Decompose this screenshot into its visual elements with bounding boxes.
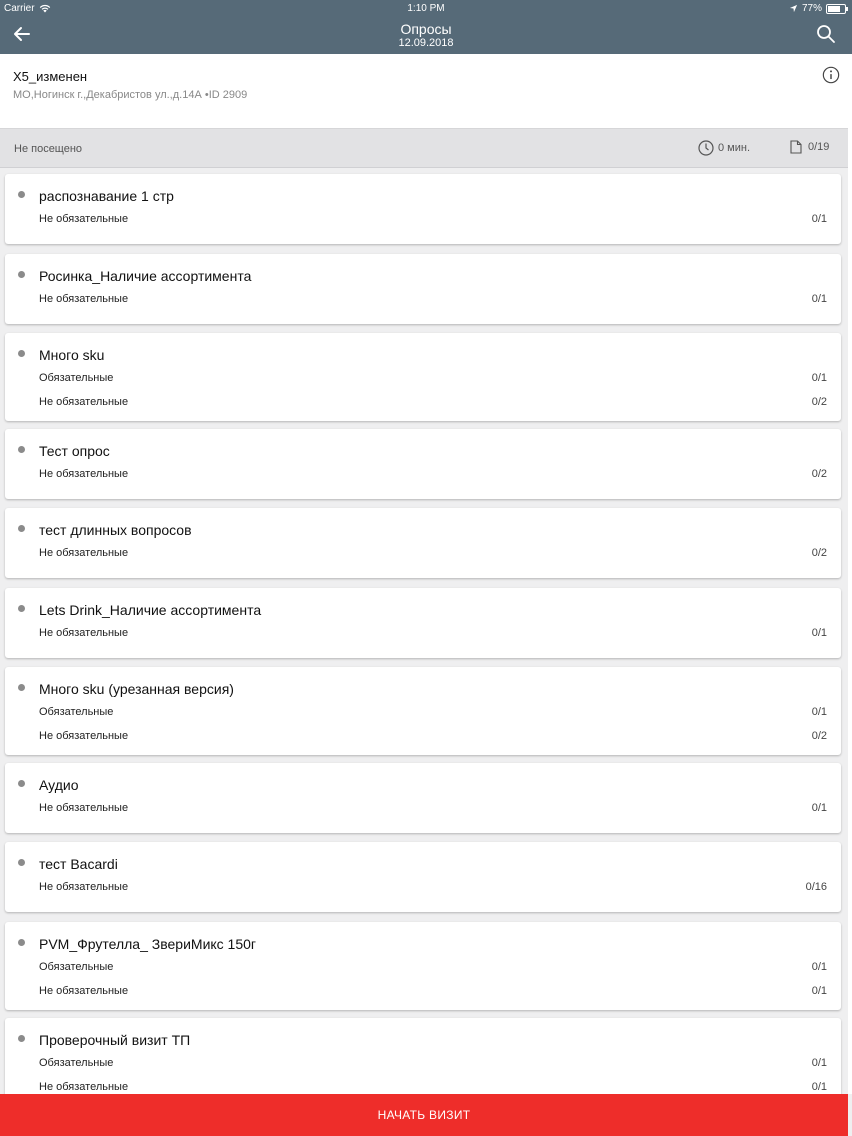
survey-row-label: Не обязательные	[39, 1081, 129, 1093]
survey-row-label: Обязательные	[39, 1057, 114, 1069]
status-dot-icon	[18, 859, 25, 866]
survey-row-label: Не обязательные	[39, 468, 129, 480]
status-right	[789, 3, 846, 14]
survey-row-count: 0/1	[811, 1057, 827, 1069]
survey-row	[39, 396, 827, 410]
info-icon[interactable]	[822, 66, 840, 84]
visit-count-value: 0/19	[808, 141, 830, 153]
survey-row	[39, 547, 827, 561]
survey-title: Тест опрос	[39, 443, 110, 459]
survey-row-label: Не обязательные	[39, 802, 129, 814]
visit-time-value: 0 мин.	[718, 142, 751, 154]
survey-row-count: 0/16	[805, 881, 827, 893]
survey-title: тест длинных вопросов	[39, 522, 192, 538]
survey-card[interactable]	[5, 508, 841, 578]
survey-row	[39, 372, 827, 386]
survey-row-label: Не обязательные	[39, 881, 129, 893]
survey-card[interactable]	[5, 667, 841, 755]
status-dot-icon	[18, 446, 25, 453]
survey-row	[39, 961, 827, 975]
survey-row-label: Не обязательные	[39, 396, 129, 408]
survey-row-count: 0/2	[811, 396, 827, 408]
clock-icon	[698, 140, 714, 156]
survey-title: тест Bacardi	[39, 856, 118, 872]
survey-title: Много sku	[39, 347, 105, 363]
survey-card[interactable]	[5, 429, 841, 499]
store-header	[0, 54, 852, 128]
survey-row-label: Обязательные	[39, 961, 114, 973]
survey-row	[39, 706, 827, 720]
survey-row-label: Не обязательные	[39, 730, 129, 742]
survey-row-count: 0/2	[811, 547, 827, 559]
nav-bar	[0, 18, 852, 54]
store-address: МО,Ногинск г.,Декабристов ул.,д.14А •ID 2909	[13, 89, 248, 101]
survey-card[interactable]	[5, 922, 841, 1010]
survey-row-count: 0/2	[811, 468, 827, 480]
survey-row-label: Не обязательные	[39, 627, 129, 639]
battery-icon	[826, 4, 846, 14]
survey-row-count: 0/1	[811, 802, 827, 814]
visit-status: Не посещено	[14, 143, 83, 155]
survey-row	[39, 627, 827, 641]
survey-row-label: Обязательные	[39, 372, 114, 384]
status-dot-icon	[18, 350, 25, 357]
survey-card[interactable]	[5, 842, 841, 912]
survey-row-label: Не обязательные	[39, 985, 129, 997]
survey-title: Проверочный визит ТП	[39, 1032, 191, 1048]
survey-title: Росинка_Наличие ассортимента	[39, 268, 252, 284]
survey-card[interactable]	[5, 333, 841, 421]
survey-title: Много sku (урезанная версия)	[39, 681, 234, 697]
survey-row-count: 0/1	[811, 213, 827, 225]
survey-row-label: Не обязательные	[39, 293, 129, 305]
survey-row	[39, 1081, 827, 1095]
status-time: 1:10 PM	[407, 3, 445, 14]
survey-card[interactable]	[5, 174, 841, 244]
survey-row	[39, 802, 827, 816]
visit-survey-count	[790, 140, 829, 154]
status-dot-icon	[18, 684, 25, 691]
status-dot-icon	[18, 1035, 25, 1042]
store-name: X5_изменен	[13, 69, 88, 84]
survey-row-count: 0/1	[811, 372, 827, 384]
status-dot-icon	[18, 525, 25, 532]
survey-title: PVM_Фрутелла_ ЗвериМикс 150г	[39, 936, 257, 952]
page-date: 12.09.2018	[398, 37, 454, 49]
survey-title: Аудио	[39, 777, 79, 793]
survey-row-label: Обязательные	[39, 706, 114, 718]
battery-percent: 77%	[801, 3, 822, 14]
location-arrow-icon	[789, 4, 798, 13]
visit-status-bar	[0, 128, 852, 168]
status-dot-icon	[18, 939, 25, 946]
survey-card[interactable]	[5, 763, 841, 833]
survey-row-count: 0/1	[811, 985, 827, 997]
survey-row	[39, 1057, 827, 1071]
survey-row	[39, 730, 827, 744]
survey-row	[39, 468, 827, 482]
survey-card[interactable]	[5, 1018, 841, 1098]
survey-row-count: 0/1	[811, 293, 827, 305]
status-dot-icon	[18, 191, 25, 198]
survey-title: Lets Drink_Наличие ассортимента	[39, 602, 262, 618]
status-dot-icon	[18, 780, 25, 787]
search-icon[interactable]	[814, 22, 838, 46]
survey-card[interactable]	[5, 588, 841, 658]
status-dot-icon	[18, 605, 25, 612]
survey-row	[39, 881, 827, 895]
survey-card[interactable]	[5, 254, 841, 324]
survey-row-count: 0/1	[811, 1081, 827, 1093]
page-edge	[848, 54, 852, 1094]
survey-row-count: 0/2	[811, 730, 827, 742]
survey-row	[39, 213, 827, 227]
document-icon	[790, 140, 802, 154]
survey-row-label: Не обязательные	[39, 213, 129, 225]
survey-row	[39, 985, 827, 999]
survey-row-label: Не обязательные	[39, 547, 129, 559]
status-dot-icon	[18, 271, 25, 278]
survey-title: распознавание 1 стр	[39, 188, 174, 204]
page-title: Опросы	[400, 21, 452, 37]
status-bar	[0, 0, 852, 18]
start-visit-button[interactable]: НАЧАТЬ ВИЗИТ	[0, 1094, 848, 1136]
survey-row	[39, 293, 827, 307]
carrier-label: Carrier	[4, 3, 35, 14]
survey-row-count: 0/1	[811, 627, 827, 639]
visit-duration	[698, 140, 750, 156]
survey-row-count: 0/1	[811, 706, 827, 718]
survey-row-count: 0/1	[811, 961, 827, 973]
